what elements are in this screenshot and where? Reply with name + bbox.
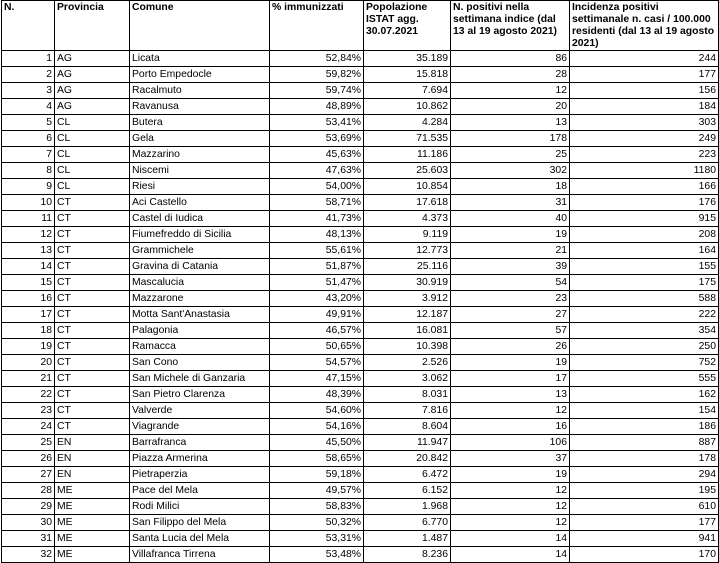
cell-n: 15 bbox=[2, 275, 55, 291]
cell-immunizzati: 45,50% bbox=[270, 435, 364, 451]
cell-comune: Grammichele bbox=[130, 243, 270, 259]
table-row bbox=[2, 115, 719, 131]
cell-provincia: CT bbox=[55, 355, 130, 371]
cell-popolazione: 3.912 bbox=[364, 291, 451, 307]
table-row bbox=[2, 307, 719, 323]
cell-popolazione: 9.119 bbox=[364, 227, 451, 243]
cell-provincia: CL bbox=[55, 147, 130, 163]
cell-comune: Castel di Iudica bbox=[130, 211, 270, 227]
cell-immunizzati: 54,00% bbox=[270, 179, 364, 195]
cell-n: 20 bbox=[2, 355, 55, 371]
cell-n: 25 bbox=[2, 435, 55, 451]
cell-positivi: 19 bbox=[451, 227, 570, 243]
cell-incidenza: 222 bbox=[570, 307, 719, 323]
cell-incidenza: 354 bbox=[570, 323, 719, 339]
cell-provincia: CT bbox=[55, 227, 130, 243]
cell-incidenza: 1180 bbox=[570, 163, 719, 179]
cell-provincia: CT bbox=[55, 339, 130, 355]
cell-n: 26 bbox=[2, 451, 55, 467]
cell-popolazione: 6.472 bbox=[364, 467, 451, 483]
cell-provincia: CT bbox=[55, 291, 130, 307]
cell-provincia: EN bbox=[55, 451, 130, 467]
cell-positivi: 25 bbox=[451, 147, 570, 163]
cell-positivi: 13 bbox=[451, 115, 570, 131]
header-immunizzati: % immunizzati bbox=[270, 1, 364, 51]
cell-immunizzati: 46,57% bbox=[270, 323, 364, 339]
cell-positivi: 19 bbox=[451, 355, 570, 371]
cell-immunizzati: 59,18% bbox=[270, 467, 364, 483]
table-row bbox=[2, 371, 719, 387]
table-row bbox=[2, 483, 719, 499]
header-incidenza: Incidenza positivi settimanale n. casi / 100.000 residenti (dal 13 al 19 agosto 2021) bbox=[570, 1, 719, 51]
cell-immunizzati: 43,20% bbox=[270, 291, 364, 307]
cell-comune: Niscemi bbox=[130, 163, 270, 179]
cell-provincia: CT bbox=[55, 211, 130, 227]
table-row bbox=[2, 499, 719, 515]
cell-incidenza: 178 bbox=[570, 451, 719, 467]
cell-incidenza: 588 bbox=[570, 291, 719, 307]
cell-n: 18 bbox=[2, 323, 55, 339]
cell-positivi: 39 bbox=[451, 259, 570, 275]
cell-n: 11 bbox=[2, 211, 55, 227]
cell-comune: Gravina di Catania bbox=[130, 259, 270, 275]
header-provincia: Provincia bbox=[55, 1, 130, 51]
cell-positivi: 14 bbox=[451, 531, 570, 547]
table-row bbox=[2, 339, 719, 355]
cell-provincia: ME bbox=[55, 499, 130, 515]
cell-incidenza: 156 bbox=[570, 83, 719, 99]
cell-comune: Mazzarone bbox=[130, 291, 270, 307]
cell-immunizzati: 55,61% bbox=[270, 243, 364, 259]
cell-comune: San Michele di Ganzaria bbox=[130, 371, 270, 387]
cell-incidenza: 555 bbox=[570, 371, 719, 387]
cell-popolazione: 35.189 bbox=[364, 51, 451, 67]
cell-popolazione: 2.526 bbox=[364, 355, 451, 371]
table-row bbox=[2, 179, 719, 195]
cell-n: 9 bbox=[2, 179, 55, 195]
cell-immunizzati: 49,57% bbox=[270, 483, 364, 499]
table-row bbox=[2, 531, 719, 547]
cell-comune: Riesi bbox=[130, 179, 270, 195]
cell-n: 8 bbox=[2, 163, 55, 179]
table-row bbox=[2, 291, 719, 307]
cell-n: 12 bbox=[2, 227, 55, 243]
cell-popolazione: 11.947 bbox=[364, 435, 451, 451]
cell-n: 23 bbox=[2, 403, 55, 419]
cell-provincia: CT bbox=[55, 371, 130, 387]
cell-provincia: EN bbox=[55, 435, 130, 451]
cell-popolazione: 8.604 bbox=[364, 419, 451, 435]
cell-immunizzati: 53,31% bbox=[270, 531, 364, 547]
table-row bbox=[2, 67, 719, 83]
cell-positivi: 20 bbox=[451, 99, 570, 115]
cell-incidenza: 186 bbox=[570, 419, 719, 435]
cell-immunizzati: 45,63% bbox=[270, 147, 364, 163]
table-row bbox=[2, 163, 719, 179]
table-row bbox=[2, 515, 719, 531]
cell-positivi: 17 bbox=[451, 371, 570, 387]
table-row bbox=[2, 355, 719, 371]
cell-comune: Mazzarino bbox=[130, 147, 270, 163]
cell-provincia: CT bbox=[55, 419, 130, 435]
cell-comune: Gela bbox=[130, 131, 270, 147]
table-row bbox=[2, 403, 719, 419]
cell-n: 30 bbox=[2, 515, 55, 531]
cell-provincia: EN bbox=[55, 467, 130, 483]
cell-popolazione: 10.862 bbox=[364, 99, 451, 115]
cell-incidenza: 154 bbox=[570, 403, 719, 419]
cell-immunizzati: 53,69% bbox=[270, 131, 364, 147]
cell-comune: Santa Lucia del Mela bbox=[130, 531, 270, 547]
cell-immunizzati: 54,57% bbox=[270, 355, 364, 371]
cell-immunizzati: 51,47% bbox=[270, 275, 364, 291]
cell-immunizzati: 53,48% bbox=[270, 547, 364, 563]
header-row bbox=[2, 1, 719, 51]
cell-incidenza: 176 bbox=[570, 195, 719, 211]
cell-positivi: 54 bbox=[451, 275, 570, 291]
cell-provincia: CT bbox=[55, 323, 130, 339]
cell-provincia: CL bbox=[55, 179, 130, 195]
cell-comune: Villafranca Tirrena bbox=[130, 547, 270, 563]
cell-immunizzati: 58,65% bbox=[270, 451, 364, 467]
cell-positivi: 106 bbox=[451, 435, 570, 451]
table-row bbox=[2, 227, 719, 243]
cell-incidenza: 752 bbox=[570, 355, 719, 371]
cell-incidenza: 610 bbox=[570, 499, 719, 515]
cell-comune: Fiumefreddo di Sicilia bbox=[130, 227, 270, 243]
cell-provincia: CT bbox=[55, 307, 130, 323]
cell-n: 14 bbox=[2, 259, 55, 275]
table-row bbox=[2, 131, 719, 147]
cell-provincia: ME bbox=[55, 483, 130, 499]
cell-comune: Rodi Milici bbox=[130, 499, 270, 515]
cell-popolazione: 10.398 bbox=[364, 339, 451, 355]
cell-immunizzati: 48,39% bbox=[270, 387, 364, 403]
cell-comune: Motta Sant'Anastasia bbox=[130, 307, 270, 323]
cell-positivi: 27 bbox=[451, 307, 570, 323]
cell-immunizzati: 48,89% bbox=[270, 99, 364, 115]
cell-positivi: 12 bbox=[451, 515, 570, 531]
cell-positivi: 26 bbox=[451, 339, 570, 355]
cell-comune: Piazza Armerina bbox=[130, 451, 270, 467]
cell-comune: Ramacca bbox=[130, 339, 270, 355]
cell-immunizzati: 59,74% bbox=[270, 83, 364, 99]
cell-incidenza: 294 bbox=[570, 467, 719, 483]
cell-incidenza: 887 bbox=[570, 435, 719, 451]
cell-popolazione: 10.854 bbox=[364, 179, 451, 195]
cell-comune: Butera bbox=[130, 115, 270, 131]
cell-popolazione: 15.818 bbox=[364, 67, 451, 83]
cell-provincia: CT bbox=[55, 387, 130, 403]
cell-popolazione: 11.186 bbox=[364, 147, 451, 163]
cell-positivi: 21 bbox=[451, 243, 570, 259]
cell-comune: Barrafranca bbox=[130, 435, 270, 451]
cell-comune: Porto Empedocle bbox=[130, 67, 270, 83]
cell-comune: San Pietro Clarenza bbox=[130, 387, 270, 403]
cell-n: 10 bbox=[2, 195, 55, 211]
cell-comune: Valverde bbox=[130, 403, 270, 419]
cell-n: 6 bbox=[2, 131, 55, 147]
cell-popolazione: 4.284 bbox=[364, 115, 451, 131]
cell-immunizzati: 54,60% bbox=[270, 403, 364, 419]
cell-incidenza: 166 bbox=[570, 179, 719, 195]
cell-n: 13 bbox=[2, 243, 55, 259]
table-row bbox=[2, 243, 719, 259]
cell-incidenza: 175 bbox=[570, 275, 719, 291]
cell-provincia: CT bbox=[55, 195, 130, 211]
table-row bbox=[2, 51, 719, 67]
cell-n: 32 bbox=[2, 547, 55, 563]
table-row bbox=[2, 323, 719, 339]
cell-comune: Viagrande bbox=[130, 419, 270, 435]
cell-popolazione: 12.773 bbox=[364, 243, 451, 259]
cell-positivi: 40 bbox=[451, 211, 570, 227]
cell-immunizzati: 52,84% bbox=[270, 51, 364, 67]
table-row bbox=[2, 419, 719, 435]
cell-positivi: 302 bbox=[451, 163, 570, 179]
cell-incidenza: 303 bbox=[570, 115, 719, 131]
table-header bbox=[2, 1, 719, 51]
cell-incidenza: 223 bbox=[570, 147, 719, 163]
cell-popolazione: 1.968 bbox=[364, 499, 451, 515]
cell-incidenza: 249 bbox=[570, 131, 719, 147]
cell-comune: Pietraperzia bbox=[130, 467, 270, 483]
cell-provincia: CL bbox=[55, 131, 130, 147]
table-row bbox=[2, 467, 719, 483]
cell-n: 31 bbox=[2, 531, 55, 547]
table-body bbox=[2, 51, 719, 563]
table-row bbox=[2, 99, 719, 115]
cell-n: 4 bbox=[2, 99, 55, 115]
cell-positivi: 28 bbox=[451, 67, 570, 83]
cell-positivi: 13 bbox=[451, 387, 570, 403]
cell-provincia: CT bbox=[55, 259, 130, 275]
cell-n: 22 bbox=[2, 387, 55, 403]
cell-comune: Ravanusa bbox=[130, 99, 270, 115]
cell-incidenza: 170 bbox=[570, 547, 719, 563]
table-row bbox=[2, 147, 719, 163]
cell-incidenza: 195 bbox=[570, 483, 719, 499]
cell-comune: Racalmuto bbox=[130, 83, 270, 99]
cell-provincia: ME bbox=[55, 515, 130, 531]
cell-positivi: 18 bbox=[451, 179, 570, 195]
cell-incidenza: 155 bbox=[570, 259, 719, 275]
cell-popolazione: 7.816 bbox=[364, 403, 451, 419]
header-positivi: N. positivi nella settimana indice (dal 13 al 19 agosto 2021) bbox=[451, 1, 570, 51]
cell-positivi: 12 bbox=[451, 483, 570, 499]
cell-immunizzati: 50,32% bbox=[270, 515, 364, 531]
cell-popolazione: 6.770 bbox=[364, 515, 451, 531]
header-n: N. bbox=[2, 1, 55, 51]
cell-positivi: 19 bbox=[451, 467, 570, 483]
cell-n: 28 bbox=[2, 483, 55, 499]
cell-provincia: ME bbox=[55, 547, 130, 563]
cell-positivi: 14 bbox=[451, 547, 570, 563]
cell-incidenza: 941 bbox=[570, 531, 719, 547]
header-popolazione: Popolazione ISTAT agg. 30.07.2021 bbox=[364, 1, 451, 51]
cell-comune: Palagonia bbox=[130, 323, 270, 339]
cell-immunizzati: 50,65% bbox=[270, 339, 364, 355]
cell-popolazione: 25.116 bbox=[364, 259, 451, 275]
cell-immunizzati: 49,91% bbox=[270, 307, 364, 323]
cell-incidenza: 177 bbox=[570, 515, 719, 531]
cell-comune: Licata bbox=[130, 51, 270, 67]
cell-n: 5 bbox=[2, 115, 55, 131]
data-table bbox=[1, 0, 719, 563]
cell-immunizzati: 58,83% bbox=[270, 499, 364, 515]
cell-comune: San Cono bbox=[130, 355, 270, 371]
cell-positivi: 178 bbox=[451, 131, 570, 147]
cell-provincia: ME bbox=[55, 531, 130, 547]
cell-incidenza: 162 bbox=[570, 387, 719, 403]
cell-n: 3 bbox=[2, 83, 55, 99]
cell-provincia: AG bbox=[55, 99, 130, 115]
cell-positivi: 57 bbox=[451, 323, 570, 339]
cell-immunizzati: 47,15% bbox=[270, 371, 364, 387]
cell-popolazione: 20.842 bbox=[364, 451, 451, 467]
table-row bbox=[2, 195, 719, 211]
cell-provincia: CL bbox=[55, 115, 130, 131]
cell-positivi: 23 bbox=[451, 291, 570, 307]
cell-incidenza: 177 bbox=[570, 67, 719, 83]
cell-incidenza: 250 bbox=[570, 339, 719, 355]
cell-positivi: 31 bbox=[451, 195, 570, 211]
cell-popolazione: 12.187 bbox=[364, 307, 451, 323]
cell-incidenza: 184 bbox=[570, 99, 719, 115]
table-row bbox=[2, 259, 719, 275]
cell-immunizzati: 59,82% bbox=[270, 67, 364, 83]
cell-positivi: 37 bbox=[451, 451, 570, 467]
cell-immunizzati: 54,16% bbox=[270, 419, 364, 435]
cell-comune: Mascalucia bbox=[130, 275, 270, 291]
table-row bbox=[2, 435, 719, 451]
cell-provincia: CT bbox=[55, 243, 130, 259]
cell-n: 19 bbox=[2, 339, 55, 355]
cell-comune: San Filippo del Mela bbox=[130, 515, 270, 531]
cell-immunizzati: 48,13% bbox=[270, 227, 364, 243]
cell-n: 16 bbox=[2, 291, 55, 307]
cell-n: 1 bbox=[2, 51, 55, 67]
table-row bbox=[2, 451, 719, 467]
table-row bbox=[2, 83, 719, 99]
cell-popolazione: 16.081 bbox=[364, 323, 451, 339]
header-comune: Comune bbox=[130, 1, 270, 51]
cell-positivi: 12 bbox=[451, 499, 570, 515]
cell-popolazione: 8.236 bbox=[364, 547, 451, 563]
cell-positivi: 12 bbox=[451, 403, 570, 419]
cell-n: 21 bbox=[2, 371, 55, 387]
cell-popolazione: 30.919 bbox=[364, 275, 451, 291]
cell-provincia: AG bbox=[55, 51, 130, 67]
cell-provincia: CL bbox=[55, 163, 130, 179]
cell-n: 2 bbox=[2, 67, 55, 83]
cell-n: 17 bbox=[2, 307, 55, 323]
cell-incidenza: 208 bbox=[570, 227, 719, 243]
cell-provincia: CT bbox=[55, 403, 130, 419]
cell-incidenza: 915 bbox=[570, 211, 719, 227]
cell-n: 24 bbox=[2, 419, 55, 435]
cell-popolazione: 25.603 bbox=[364, 163, 451, 179]
table-row bbox=[2, 547, 719, 563]
cell-popolazione: 7.694 bbox=[364, 83, 451, 99]
cell-immunizzati: 41,73% bbox=[270, 211, 364, 227]
cell-comune: Aci Castello bbox=[130, 195, 270, 211]
cell-positivi: 12 bbox=[451, 83, 570, 99]
cell-n: 7 bbox=[2, 147, 55, 163]
cell-popolazione: 4.373 bbox=[364, 211, 451, 227]
cell-provincia: AG bbox=[55, 67, 130, 83]
cell-incidenza: 164 bbox=[570, 243, 719, 259]
table-row bbox=[2, 387, 719, 403]
cell-immunizzati: 53,41% bbox=[270, 115, 364, 131]
cell-positivi: 16 bbox=[451, 419, 570, 435]
cell-popolazione: 17.618 bbox=[364, 195, 451, 211]
cell-popolazione: 71.535 bbox=[364, 131, 451, 147]
cell-immunizzati: 51,87% bbox=[270, 259, 364, 275]
cell-n: 29 bbox=[2, 499, 55, 515]
table-row bbox=[2, 275, 719, 291]
cell-incidenza: 244 bbox=[570, 51, 719, 67]
cell-provincia: AG bbox=[55, 83, 130, 99]
cell-comune: Pace del Mela bbox=[130, 483, 270, 499]
cell-popolazione: 3.062 bbox=[364, 371, 451, 387]
cell-popolazione: 8.031 bbox=[364, 387, 451, 403]
table-row bbox=[2, 211, 719, 227]
cell-positivi: 86 bbox=[451, 51, 570, 67]
cell-popolazione: 6.152 bbox=[364, 483, 451, 499]
cell-popolazione: 1.487 bbox=[364, 531, 451, 547]
cell-immunizzati: 47,63% bbox=[270, 163, 364, 179]
cell-immunizzati: 58,71% bbox=[270, 195, 364, 211]
cell-provincia: CT bbox=[55, 275, 130, 291]
cell-n: 27 bbox=[2, 467, 55, 483]
